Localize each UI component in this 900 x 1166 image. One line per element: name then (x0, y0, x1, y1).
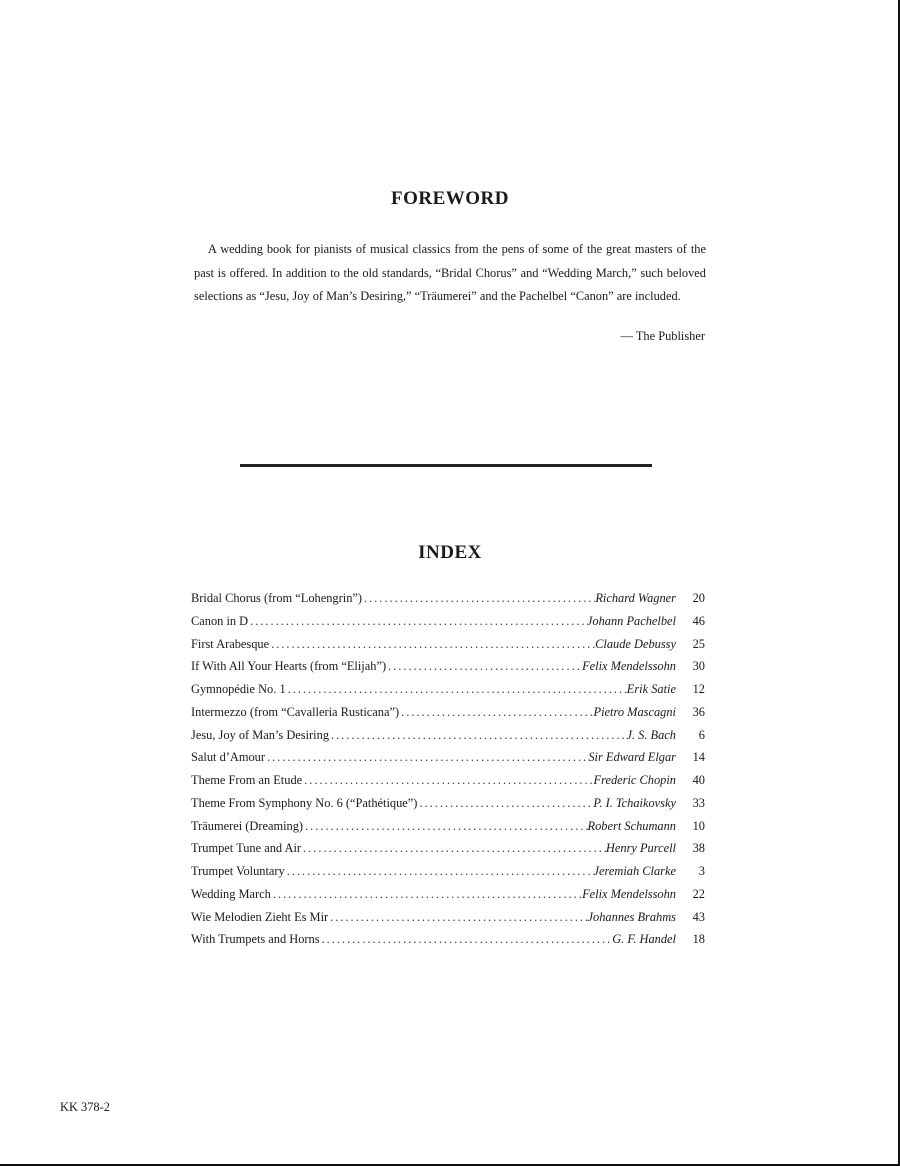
index-entry-title: Wedding March (191, 886, 271, 901)
index-entry (191, 728, 705, 751)
index-entry-title: If With All Your Hearts (from “Elijah”) (191, 659, 387, 674)
index-entry-title: Bridal Chorus (from “Lohengrin”) (191, 591, 363, 605)
index-entry-title: First Arabesque (191, 636, 270, 651)
index-entry-page: 25 (692, 636, 705, 651)
foreword-heading: FOREWORD (391, 188, 509, 209)
index-entry-page: 6 (698, 727, 705, 742)
index-entry-page: 36 (692, 704, 705, 719)
index-entry-page: 46 (692, 613, 705, 628)
index-entry-composer: Henry Purcell (605, 841, 676, 856)
index-entry-title: Trumpet Voluntary (191, 864, 285, 878)
index-entry-composer: Richard Wagner (595, 591, 676, 605)
index-entry-title: With Trumpets and Horns (191, 932, 320, 947)
index-entry-composer: J. S. Bach (626, 727, 676, 742)
foreword-attribution: — The Publisher (620, 329, 705, 343)
dot-leader (362, 591, 595, 606)
index-list (191, 591, 705, 955)
index-entry (191, 705, 705, 728)
index-entry-page: 10 (692, 818, 705, 833)
index-entry (191, 750, 705, 773)
index-entry-page: 3 (698, 864, 705, 878)
dot-leader (269, 637, 595, 652)
index-entry (191, 932, 705, 955)
index-entry-composer: G. F. Handel (612, 932, 676, 947)
index-entry-title: Theme From an Etude (191, 773, 303, 787)
index-entry-composer: Pietro Mascagni (593, 704, 676, 719)
dot-leader (329, 728, 626, 743)
index-entry (191, 659, 705, 682)
index-entry-page: 20 (692, 591, 705, 605)
index-entry-title: Gymnopédie No. 1 (191, 682, 286, 696)
dot-leader (286, 682, 627, 697)
index-entry-composer: Jeremiah Clarke (593, 864, 676, 878)
index-entry (191, 796, 705, 819)
index-entry-title: Trumpet Tune and Air (191, 841, 302, 856)
catalog-number: KK 378-2 (60, 1100, 110, 1114)
dot-leader (386, 659, 582, 674)
index-entry-composer: Claude Debussy (595, 636, 676, 651)
index-entry-page: 38 (692, 841, 705, 856)
dot-leader (248, 614, 587, 629)
index-entry (191, 841, 705, 864)
dot-leader (302, 773, 593, 788)
index-entry (191, 614, 705, 637)
index-entry-page: 14 (692, 750, 705, 765)
dot-leader (285, 864, 594, 879)
index-entry-composer: Johann Pachelbel (586, 613, 676, 628)
index-entry (191, 682, 705, 705)
dot-leader (328, 910, 587, 925)
dot-leader (303, 819, 587, 834)
index-entry-page: 43 (692, 909, 705, 924)
index-entry-page: 12 (692, 682, 705, 696)
index-entry-title: Intermezzo (from “Cavalleria Rusticana”) (191, 704, 400, 719)
index-entry-composer: Sir Edward Elgar (588, 750, 676, 765)
foreword-paragraph: A wedding book for pianists of musical classics from the pens of some of the great masters of the past is offered. In addition to the old standards, “Bridal Chorus” and “Wedding March,” such beloved selections as “Jesu, Joy of Man’s Desiring,” “Träumerei” and the Pachelbel “Canon” are included. (194, 242, 706, 303)
dot-leader (417, 796, 593, 811)
index-entry-title: Wie Melodien Zieht Es Mir (191, 909, 329, 924)
index-entry (191, 591, 705, 614)
index-entry-title: Canon in D (191, 613, 249, 628)
index-entry-page: 30 (692, 659, 705, 674)
index-entry-title: Theme From Symphony No. 6 (“Pathétique”) (191, 795, 418, 810)
index-entry-composer: Felix Mendelssohn (582, 886, 676, 901)
index-entry-title: Jesu, Joy of Man’s Desiring (191, 727, 330, 742)
index-entry (191, 819, 705, 842)
index-entry-composer: Frederic Chopin (593, 773, 676, 787)
index-entry-title: Träumerei (Dreaming) (191, 818, 304, 833)
index-entry (191, 910, 705, 933)
index-entry-page: 18 (692, 932, 705, 947)
section-divider (240, 464, 652, 467)
dot-leader (399, 705, 593, 720)
index-entry-page: 22 (692, 886, 705, 901)
index-entry-composer: Erik Satie (626, 682, 676, 696)
index-entry-composer: Felix Mendelssohn (582, 659, 676, 674)
index-entry-composer: Robert Schumann (587, 818, 676, 833)
dot-leader (320, 932, 613, 947)
dot-leader (265, 750, 588, 765)
index-entry (191, 637, 705, 660)
dot-leader (271, 887, 582, 902)
index-entry-page: 33 (692, 795, 705, 810)
index-entry-page: 40 (692, 773, 705, 787)
index-entry (191, 887, 705, 910)
index-entry (191, 773, 705, 796)
dot-leader (301, 841, 606, 856)
index-heading: INDEX (418, 542, 482, 563)
index-entry-composer: P. I. Tchaikovsky (593, 795, 676, 810)
index-entry-composer: Johannes Brahms (587, 909, 676, 924)
index-entry-title: Salut d’Amour (191, 750, 265, 765)
index-entry (191, 864, 705, 887)
